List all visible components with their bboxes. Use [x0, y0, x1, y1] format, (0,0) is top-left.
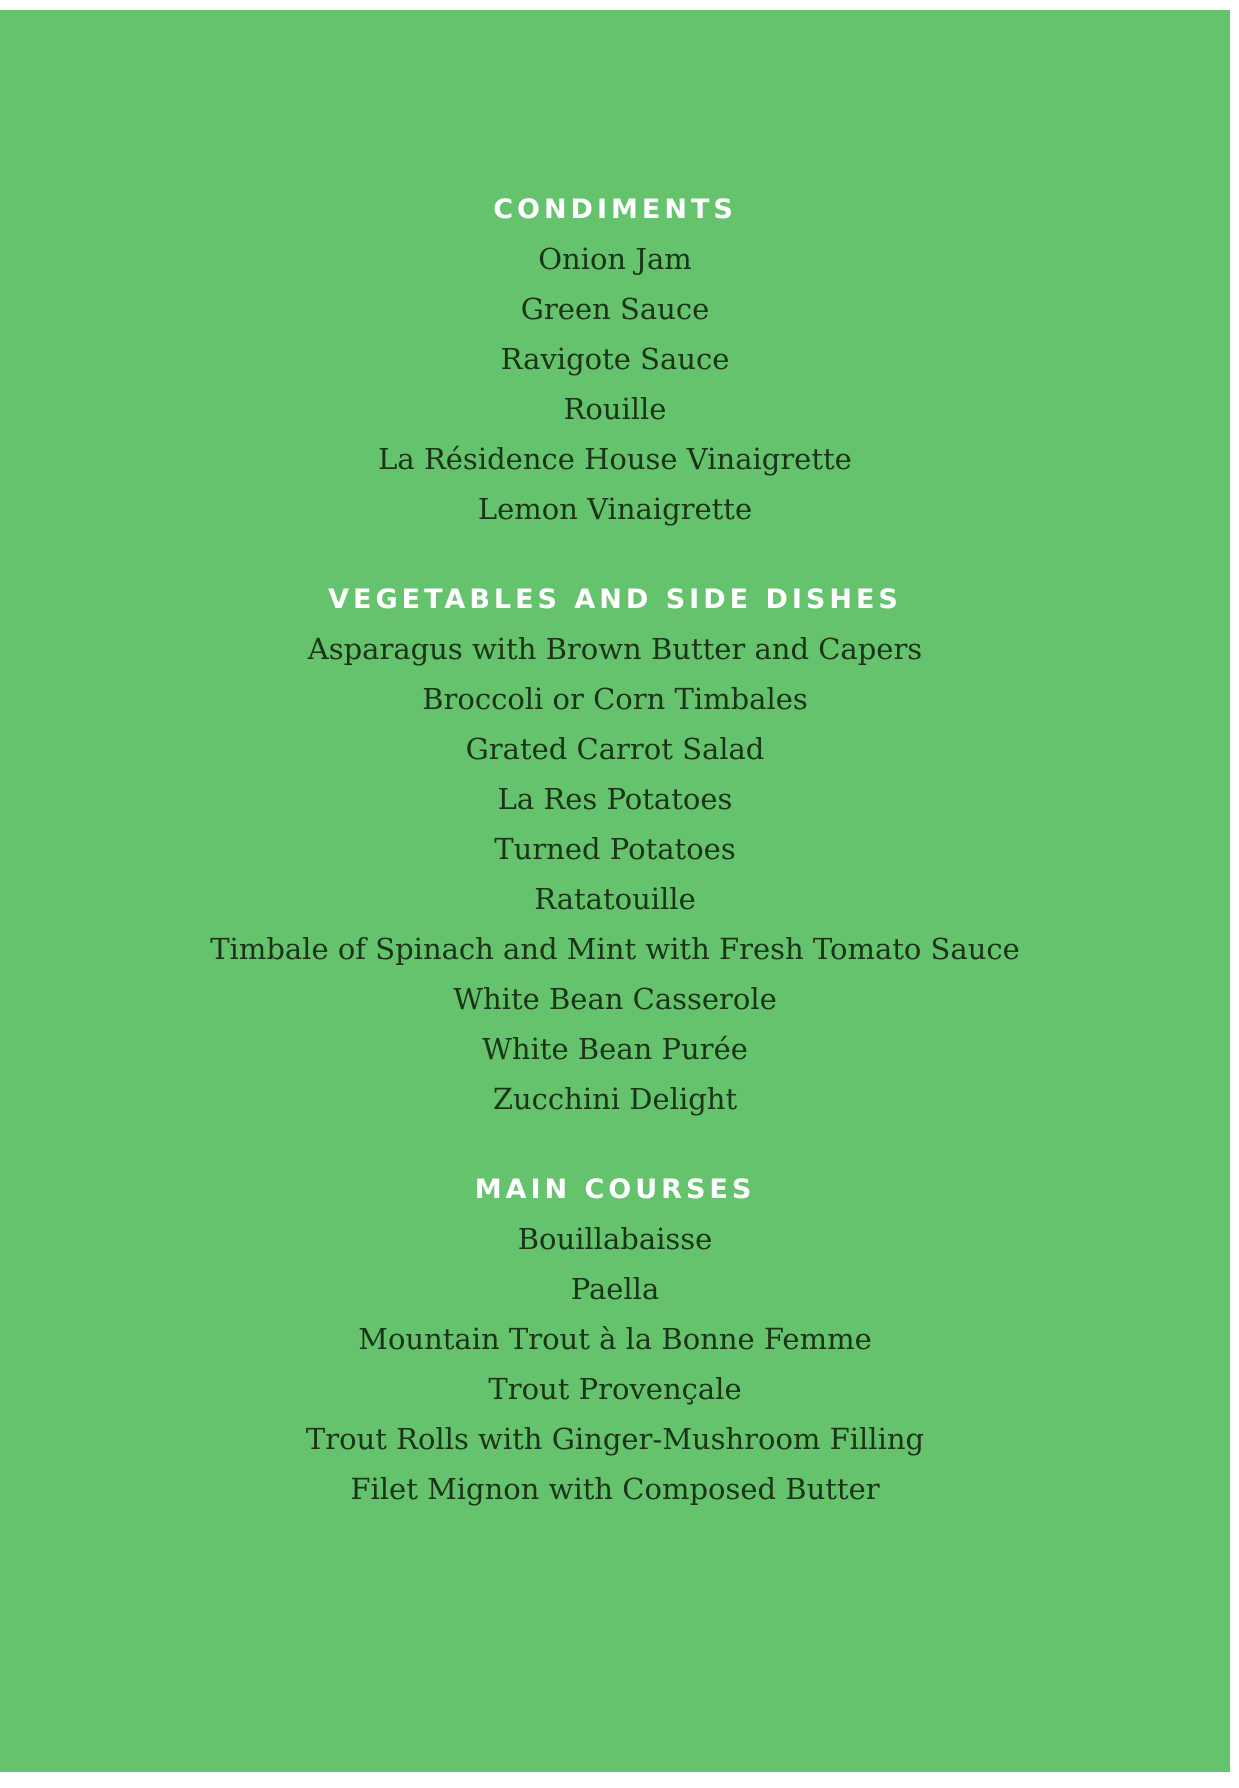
list-item: Asparagus with Brown Butter and Capers [307, 632, 923, 666]
section-item-list [0, 624, 1230, 1124]
list-item: La Résidence House Vinaigrette [378, 442, 852, 476]
section-heading: MAIN COURSES [474, 1174, 756, 1205]
section-heading: VEGETABLES AND SIDE DISHES [328, 584, 902, 615]
section-main-courses [0, 1166, 1230, 1514]
list-item: Onion Jam [538, 242, 692, 276]
list-item: Ravigote Sauce [500, 342, 730, 376]
list-item: Mountain Trout à la Bonne Femme [358, 1322, 872, 1356]
list-item: Trout Provençale [488, 1372, 742, 1406]
section-condiments [0, 186, 1230, 534]
list-item: Lemon Vinaigrette [477, 492, 753, 526]
list-item: Turned Potatoes [494, 832, 736, 866]
section-item-list [0, 1214, 1230, 1514]
list-item: Paella [570, 1272, 660, 1306]
list-item: Timbale of Spinach and Mint with Fresh Tomato Sauce [210, 932, 1020, 966]
list-item: White Bean Purée [482, 1032, 748, 1066]
list-item: Ratatouille [534, 882, 696, 916]
list-item: Bouillabaisse [517, 1222, 713, 1256]
section-vegetables-and-side-dishes [0, 576, 1230, 1124]
list-item: La Res Potatoes [497, 782, 733, 816]
menu-content [0, 186, 1230, 1514]
list-item: Filet Mignon with Composed Butter [350, 1472, 880, 1506]
section-item-list [0, 234, 1230, 534]
list-item: White Bean Casserole [453, 982, 777, 1016]
list-item: Broccoli or Corn Timbales [422, 682, 808, 716]
list-item: Grated Carrot Salad [465, 732, 765, 766]
list-item: Trout Rolls with Ginger-Mushroom Filling [305, 1422, 925, 1456]
section-heading: CONDIMENTS [493, 194, 737, 225]
list-item: Rouille [563, 392, 667, 426]
list-item: Green Sauce [520, 292, 710, 326]
menu-page [0, 10, 1230, 1772]
list-item: Zucchini Delight [492, 1082, 738, 1116]
